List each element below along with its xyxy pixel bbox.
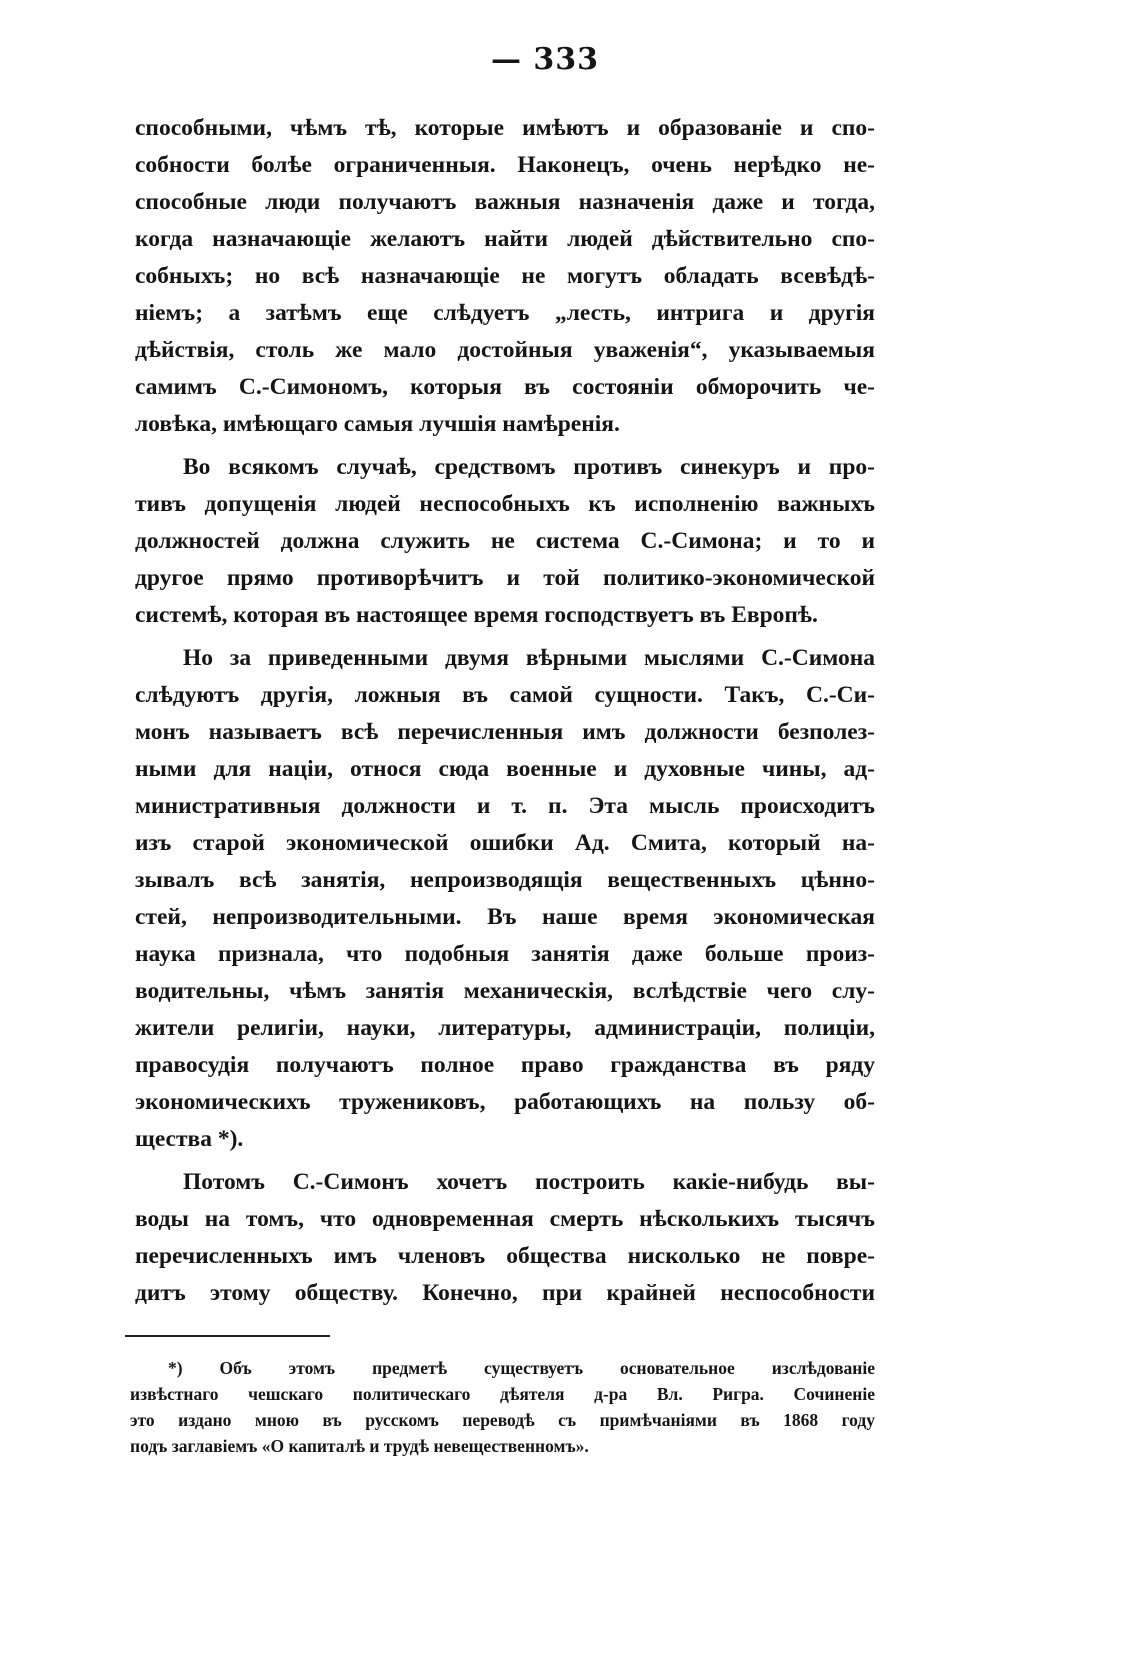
text-line: дитъ этому обществу. Конечно, при крайней неспособности	[135, 1280, 875, 1306]
footnote-line: это издано мною въ русскомъ переводѣ съ примѣчаніями въ 1868 году	[130, 1410, 875, 1430]
text-line: экономическихъ тружениковъ, работающихъ на пользу об-	[135, 1089, 875, 1115]
footnote	[130, 1355, 875, 1459]
text-line: должностей должна служить не система С.-Симона; и то и	[135, 528, 875, 554]
text-line: наука признала, что подобныя занятія даже больше произ-	[135, 941, 875, 967]
page-number: — 333	[490, 42, 600, 77]
text-line: ными для націи, относя сюда военные и духовные чины, ад-	[135, 756, 875, 782]
text-line: воды на томъ, что одновременная смерть нѣсколькихъ тысячъ	[135, 1206, 875, 1232]
text-line: когда назначающіе желаютъ найти людей дѣйствительно спо-	[135, 226, 875, 252]
text-line: другое прямо противорѣчитъ и той политико-экономической	[135, 565, 875, 591]
text-line: способные люди получаютъ важныя назначенія даже и тогда,	[135, 189, 875, 215]
body-text	[135, 110, 875, 1312]
text-line: жители религіи, науки, литературы, администраціи, полиціи,	[135, 1015, 875, 1041]
footnote-divider	[125, 1335, 330, 1337]
text-line: самимъ С.-Симономъ, которыя въ состояніи обморочить че-	[135, 374, 875, 400]
text-line: собности болѣе ограниченныя. Наконецъ, очень нерѣдко не-	[135, 152, 875, 178]
text-line: тивъ допущенія людей неспособныхъ къ исполненію важныхъ	[135, 491, 875, 517]
text-line: способными, чѣмъ тѣ, которые имѣютъ и образованіе и спо-	[135, 115, 875, 141]
text-line: ніемъ; а затѣмъ еще слѣдуетъ „лесть, интрига и другія	[135, 300, 875, 326]
text-line: министративныя должности и т. п. Эта мысль происходитъ	[135, 793, 875, 819]
text-line: перечисленныхъ имъ членовъ общества нисколько не повре-	[135, 1243, 875, 1269]
text-line: монъ называетъ всѣ перечисленныя имъ должности безполез-	[135, 719, 875, 745]
text-line: слѣдуютъ другія, ложныя въ самой сущности. Такъ, С.-Си-	[135, 682, 875, 708]
text-line: системѣ, которая въ настоящее время господствуетъ въ Европѣ.	[135, 602, 818, 628]
text-line: зывалъ всѣ занятія, непроизводящія вещественныхъ цѣнно-	[135, 867, 875, 893]
footnote-line: подъ заглавіемъ «О капиталѣ и трудѣ невещественномъ».	[130, 1436, 589, 1456]
footnote-line: *) Объ этомъ предметѣ существуетъ основательное изслѣдованіе	[168, 1358, 875, 1378]
text-line: собныхъ; но всѣ назначающіе не могутъ обладать всевѣдѣ-	[135, 263, 875, 289]
text-line: изъ старой экономической ошибки Ад. Смита, который на-	[135, 830, 875, 856]
text-line: правосудія получаютъ полное право гражданства въ ряду	[135, 1052, 875, 1078]
text-line: Но за приведенными двумя вѣрными мыслями С.-Симона	[183, 645, 875, 671]
text-line: дѣйствія, столь же мало достойныя уваженія“, указываемыя	[135, 337, 875, 363]
text-line: щества *).	[135, 1126, 244, 1152]
footnote-line: извѣстнаго чешскаго политическаго дѣятеля д-ра Вл. Ригра. Сочиненіе	[130, 1384, 875, 1404]
text-line: Потомъ С.-Симонъ хочетъ построить какіе-нибудь вы-	[183, 1169, 875, 1195]
text-line: стей, непроизводительными. Въ наше время экономическая	[135, 904, 875, 930]
text-line: ловѣка, имѣющаго самыя лучшія намѣренія.	[135, 411, 620, 437]
text-line: Во всякомъ случаѣ, средствомъ противъ синекуръ и про-	[183, 454, 875, 480]
text-line: водительны, чѣмъ занятія механическія, вслѣдствіе чего слу-	[135, 978, 875, 1004]
